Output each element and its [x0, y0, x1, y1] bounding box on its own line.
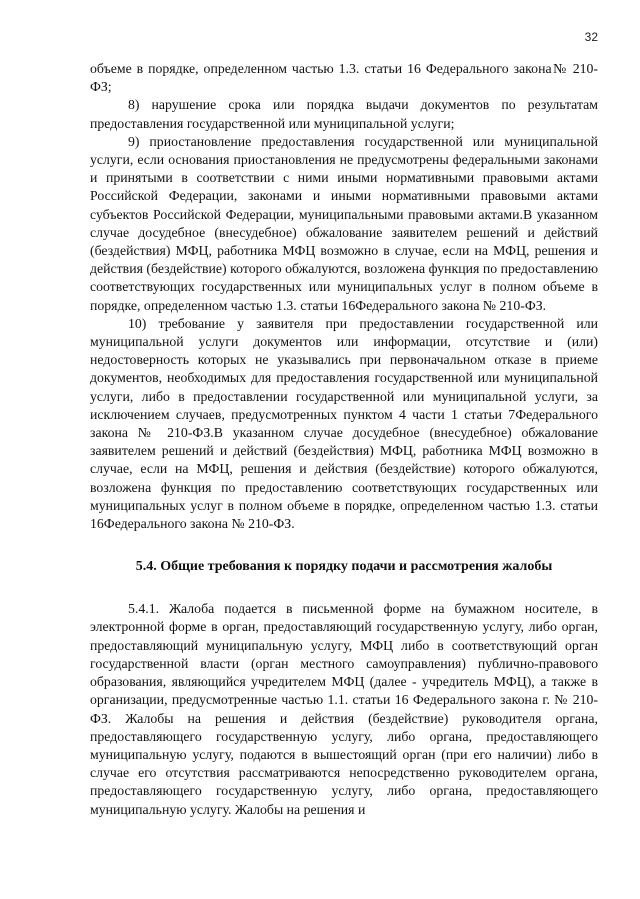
paragraph-5-4-1: 5.4.1. Жалоба подается в письменной форме на бумажном носителе, в электронной форме в орган, предоставляющий государственную услугу, либо орган, предоставляющий муниципальную услугу, МФЦ либо в соответствующий орган государственной власти (орган местного самоуправления) публично-правового образования, являющийся учредителем МФЦ (далее - учредитель МФЦ), а также в организации, предусмотренные частью 1.1. статьи 16 Федерального закона г. № 210-ФЗ. Жалобы на решения и действия (бездействие) руководителя органа, предоставляющего государственную услугу, либо органа, предоставляющего муниципальную услугу, подаются в вышестоящий орган (при его наличии) либо в случае его отсутствия рассматриваются непосредственно руководителем органа, предоставляющего государственную услугу, либо органа, предоставляющего муниципальную услугу. Жалобы на решения и [90, 601, 598, 817]
paragraph-item-8: 8) нарушение срока или порядка выдачи документов по результатам предоставления государственной или муниципальной услуги; [90, 97, 598, 131]
page-number: 32 [584, 30, 598, 44]
document-body [90, 60, 598, 819]
paragraph-continuation: объеме в порядке, определенном частью 1.3. статьи 16 Федерального закона№ 210-ФЗ; [90, 61, 598, 95]
section-heading: 5.4. Общие требования к порядку подачи и рассмотрения жалобы [135, 559, 553, 575]
paragraph-item-10: 10) требование у заявителя при предоставлении государственной или муниципальной услуги документов или информации, отсутствие и (или) недостоверность которых не указывались при первоначальном отказе в приеме документов, необходимых для предоставления государственной или муниципальной услуги, либо в предоставлении государственной или муниципальной услуги, за исключением случаев, предусмотренных пунктом 4 части 1 статьи 7Федерального закона № 210-ФЗ.В указанном случае досудебное (внесудебное) обжалование заявителем решений и действий (бездействия) МФЦ, работника МФЦ возможно в случае, если на МФЦ, решения и действия (бездействие) которого обжалуются, возложена функция по предоставлению соответствующих государственных или муниципальных услуг в полном объеме в порядке, определенном частью 1.3. статьи 16Федерального закона № 210-ФЗ. [90, 315, 598, 532]
paragraph-item-9: 9) приостановление предоставления государственной или муниципальной услуги, если основания приостановления не предусмотрены федеральными законами и принятыми в соответствии с ними иными нормативными правовыми актами Российской Федерации, законами и иными нормативными правовыми актами субъектов Российской Федерации, муниципальными правовыми актами.В указанном случае досудебное (внесудебное) обжалование заявителем решений и действий (бездействия) МФЦ, работника МФЦ возможно в случае, если на МФЦ, решения и действия (бездействие) которого обжалуются, возложена функция по предоставлению соответствующих государственных или муниципальных услуг в полном объеме в порядке, определенном частью 1.3. статьи 16Федерального закона № 210-ФЗ. [90, 133, 598, 313]
